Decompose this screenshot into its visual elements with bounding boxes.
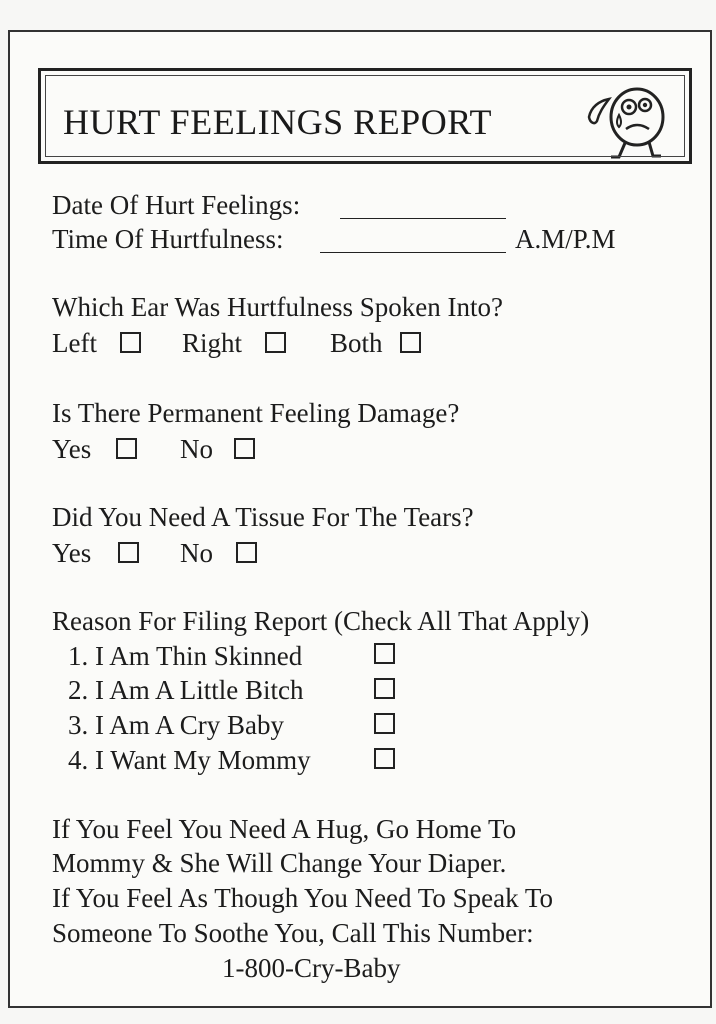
tissue-option-no: No	[180, 538, 213, 568]
ear-option-both: Both	[330, 328, 383, 358]
footer-line: Someone To Soothe You, Call This Number:	[52, 918, 534, 948]
damage-no-checkbox[interactable]	[234, 438, 255, 459]
time-suffix: A.M/P.M	[515, 224, 616, 254]
reason-item: 4. I Want My Mommy	[68, 745, 311, 775]
footer-line: Mommy & She Will Change Your Diaper.	[52, 848, 507, 878]
footer-line: If You Feel You Need A Hug, Go Home To	[52, 814, 517, 844]
reason-1-checkbox[interactable]	[374, 643, 395, 664]
ear-right-checkbox[interactable]	[265, 332, 286, 353]
title-box	[38, 68, 692, 164]
reason-3-checkbox[interactable]	[374, 713, 395, 734]
ear-both-checkbox[interactable]	[400, 332, 421, 353]
damage-option-yes: Yes	[52, 434, 92, 464]
phone-number: 1-800-Cry-Baby	[222, 953, 401, 983]
time-label: Time Of Hurtfulness:	[52, 224, 284, 254]
tissue-question: Did You Need A Tissue For The Tears?	[52, 502, 474, 532]
reasons-heading: Reason For Filing Report (Check All That Apply)	[52, 606, 590, 636]
damage-yes-checkbox[interactable]	[116, 438, 137, 459]
report-title: HURT FEELINGS REPORT	[63, 102, 493, 142]
ear-option-left: Left	[52, 328, 97, 358]
ear-option-right: Right	[182, 328, 243, 358]
reason-item: 3. I Am A Cry Baby	[68, 710, 285, 740]
reason-item: 1. I Am Thin Skinned	[68, 641, 303, 671]
date-label: Date Of Hurt Feelings:	[52, 190, 301, 220]
reason-item: 2. I Am A Little Bitch	[68, 675, 304, 705]
damage-option-no: No	[180, 434, 213, 464]
tissue-option-yes: Yes	[52, 538, 92, 568]
ear-question: Which Ear Was Hurtfulness Spoken Into?	[52, 292, 503, 322]
report-form	[8, 30, 712, 1008]
date-field[interactable]	[340, 218, 506, 219]
reason-2-checkbox[interactable]	[374, 678, 395, 699]
time-field[interactable]	[320, 252, 506, 253]
footer-line: If You Feel As Though You Need To Speak To	[52, 883, 554, 913]
ear-left-checkbox[interactable]	[120, 332, 141, 353]
crying-face-icon	[579, 77, 679, 163]
damage-question: Is There Permanent Feeling Damage?	[52, 398, 460, 428]
tissue-yes-checkbox[interactable]	[118, 542, 139, 563]
tissue-no-checkbox[interactable]	[236, 542, 257, 563]
reason-4-checkbox[interactable]	[374, 748, 395, 769]
